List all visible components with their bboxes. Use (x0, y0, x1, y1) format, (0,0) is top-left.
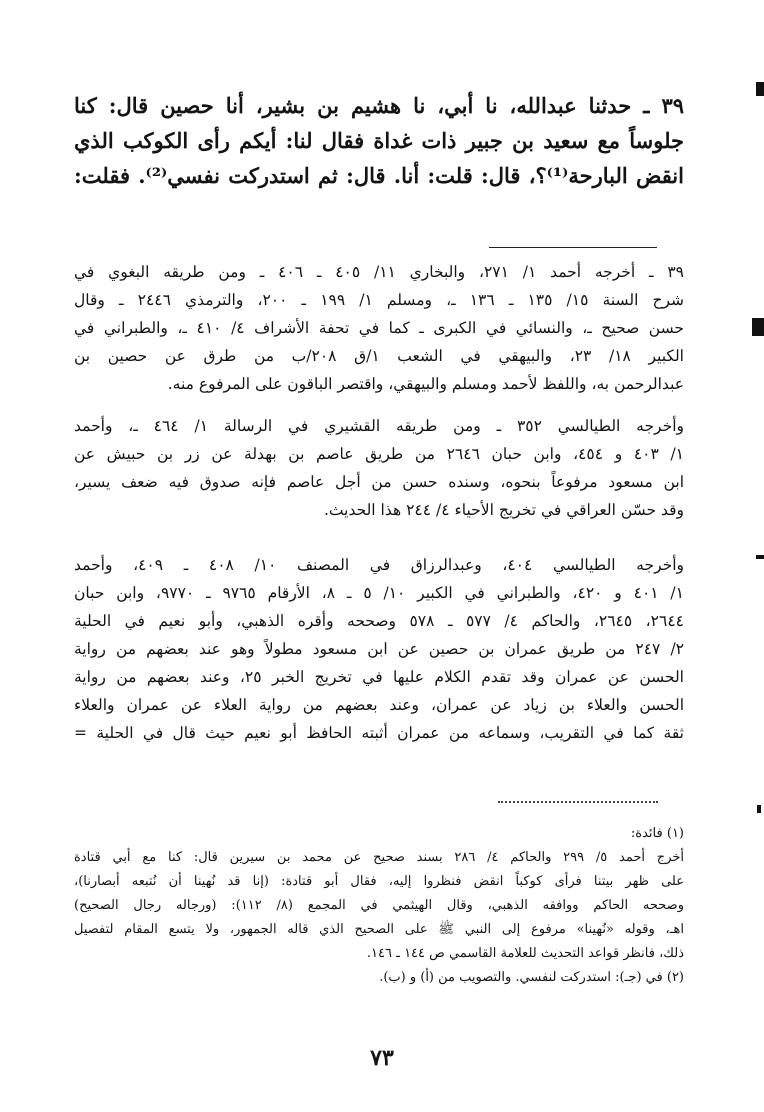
takhrij-line: ٢/ ٢٤٧ من طريق عمران بن حصين عن ابن مسعود مطولاً وهو عند بعضهم من رواية (74, 640, 684, 658)
scan-edge-mark (757, 805, 761, 813)
footnote-2: (٢) في (جـ): استدركت لنفسي. والتصويب من (أ) و (ب). (379, 970, 684, 985)
takhrij-line: الحسن عن عمران وقد تقدم الكلام عليها في تخريج الخبر ٢٥، وعند بعضهم من رواية (74, 668, 684, 686)
footnote-heading: (١) فائدة: (630, 826, 684, 841)
takhrij-line: ثقة كما في التقريب، وسماعه من عمران أثبته الحافظ أبو نعيم حيث قال في الحلية = (74, 724, 684, 742)
footnote-line: على ظهر بيتنا فرأى كوكباً انقض فنظروا إليه، فقال أبو قتادة: (إنا قد نُهينا أن نُتبعه أبصارنا)، (74, 874, 684, 889)
scan-edge-mark (756, 82, 764, 96)
takhrij-line: ٣٩ ـ أخرجه أحمد ١/ ٢٧١، والبخاري ١١/ ٤٠٥ ـ ٤٠٦ ـ ومن طريقه البغوي في (74, 263, 684, 281)
takhrij-line: شرح السنة ١٥/ ١٣٥ ـ ١٣٦ ـ، ومسلم ١/ ١٩٩ ـ ٢٠٠، والترمذي ٢٤٤٦ ـ وقال (74, 291, 684, 309)
separator-rule (489, 247, 657, 248)
takhrij-paragraph (74, 258, 684, 398)
takhrij-line: الحسن والعلاء بن زياد عن عمران، وعند بعضهم من رواية العلاء عن عمران والعلاء (74, 696, 684, 714)
scan-edge-mark (756, 555, 764, 559)
takhrij-line: وقد حسّن العراقي في تخريج الأحياء ٤/ ٢٤٤ هذا الحديث. (323, 501, 684, 519)
footnote-line: ذلك، فانظر قواعد التحديث للعلامة القاسمي ص ١٤٤ ـ ١٤٦. (366, 946, 684, 961)
footnote-line: وصححه الحاكم ووافقه الذهبي، وقال الهيثمي في المجمع (٨/ ١١٢): (ورجاله رجال الصحيح) (74, 898, 684, 913)
footnotes (74, 822, 684, 990)
hadith-line: ٣٩ ـ حدثنا عبدالله، نا أبي، نا هشيم بن بشير، أنا حصين قال: كنا (74, 93, 684, 118)
takhrij-line: ابن مسعود مرفوعاً بنحوه، وسنده حسن من أجل عاصم فإنه صدوق فيه ضعف يسير، (74, 473, 684, 491)
footnote-separator (498, 801, 658, 807)
takhrij-line: الكبير ١٨/ ٢٣، والبيهقي في الشعب ١/ق ٢٠٨/ب من طرق عن حصين بن (74, 347, 684, 365)
takhrij-line: وأخرجه الطيالسي ٤٠٤، وعبدالرزاق في المصنف ١٠/ ٤٠٨ ـ ٤٠٩، وأحمد (74, 556, 684, 574)
takhrij-paragraph (74, 412, 684, 524)
hadith-text (74, 88, 684, 193)
takhrij-line: ٢٦٤٤، ٢٦٤٥، والحاكم ٤/ ٥٧٧ ـ ٥٧٨ وصححه وأقره الذهبي، وأبو نعيم في الحلية (74, 612, 684, 630)
footnote-line: أخرج أحمد ٥/ ٢٩٩ والحاكم ٤/ ٢٨٦ بسند صحيح عن محمد بن سيرين قال: كنا مع أبي قتادة (74, 850, 684, 865)
scan-edge-mark (752, 318, 764, 336)
page-number: ٧٣ (370, 1045, 394, 1071)
footnote-line: اهـ، وقوله «نُهينا» مرفوع إلى النبي ﷺ على الصحيح الذي قاله الجمهور، ولا يتسع المقام لتفصيل (74, 922, 684, 937)
takhrij-line: ١/ ٤٠٣ و ٤٥٤، وابن حبان ٢٦٤٦ من طريق عاصم بن بهدلة عن زر بن حبيش عن (74, 445, 684, 463)
takhrij-line: حسن صحيح ـ، والنسائي في الكبرى ـ كما في تحفة الأشراف ٤/ ٤١٠ ـ، والطبراني في (74, 319, 684, 337)
hadith-line: جلوساً مع سعيد بن جبير ذات غداة فقال لنا: أيكم رأى الكوكب الذي (74, 128, 684, 153)
hadith-line: انقض البارحة⁽¹⁾؟، قال: قلت: أنا. قال: ثم استدركت نفسي⁽²⁾. فقلت: (74, 163, 684, 188)
takhrij-line: وأخرجه الطيالسي ٣٥٢ ـ ومن طريقه القشيري في الرسالة ١/ ٤٦٤ ـ، وأحمد (74, 417, 684, 435)
takhrij-paragraph (74, 551, 684, 747)
takhrij-line: عبدالرحمن به، واللفظ لأحمد ومسلم والبيهقي، واقتصر الباقون على المرفوع منه. (167, 375, 684, 393)
takhrij-line: ١/ ٤٠١ و ٤٢٠، والطبراني في الكبير ١٠/ ٥ ـ ٨، الأرقام ٩٧٦٥ ـ ٩٧٧٠، وابن حبان (74, 584, 684, 602)
